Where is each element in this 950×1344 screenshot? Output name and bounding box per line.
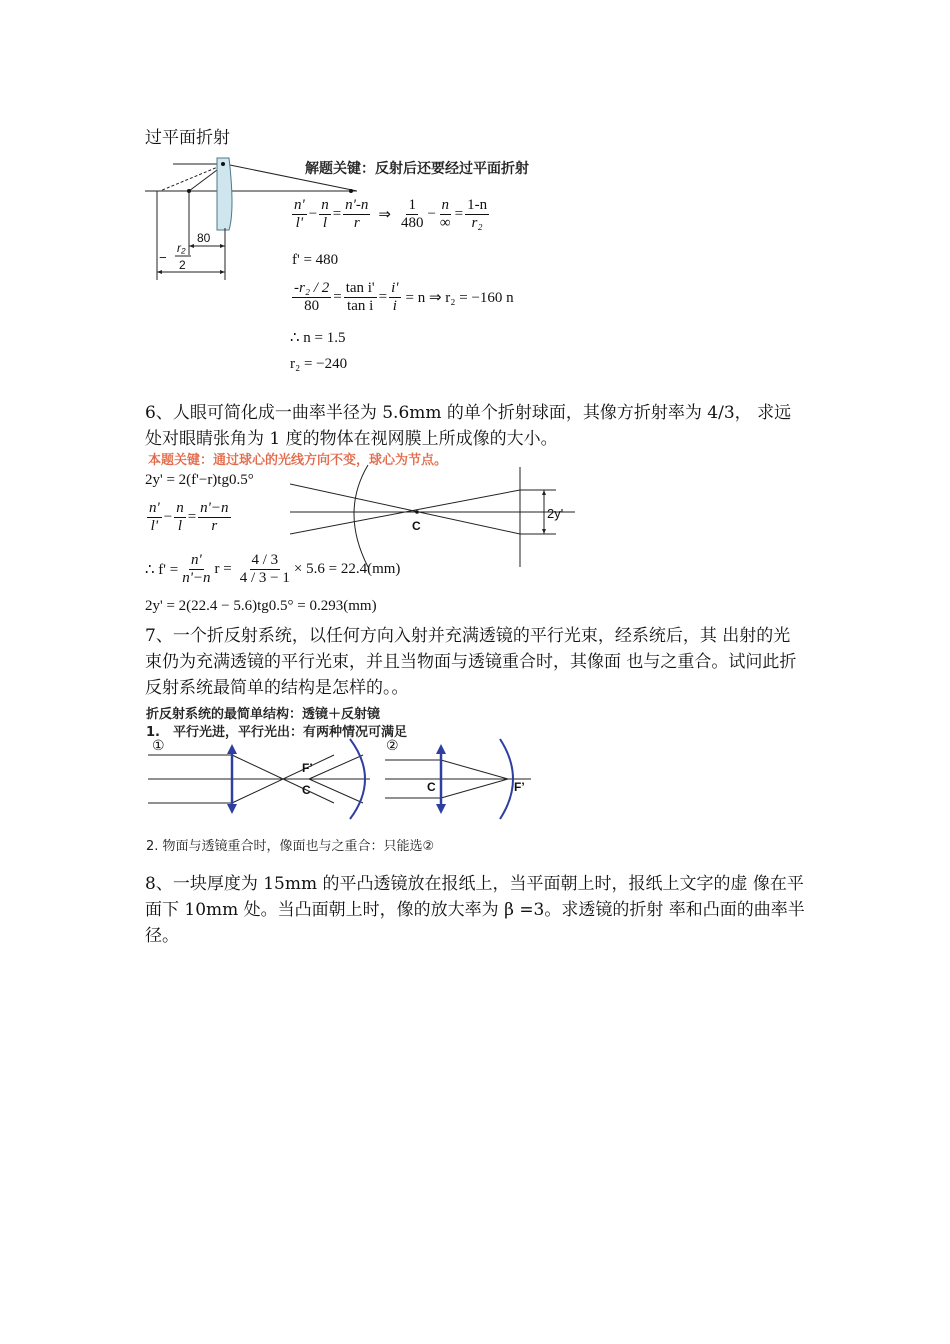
case1-label-c: C — [302, 783, 311, 797]
catadioptric-diagrams — [148, 736, 538, 826]
problem6-eq1: 2y' = 2(f'−r)tg0.5° — [145, 472, 254, 488]
problem7-text: 7、一个折反射系统，以任何方向入射并充满透镜的平行光束，经系统后，其 出射的光束仍为充满透镜的平行光束，并且当物面与透镜重合时，其像面 也与之重合。试问此折反射系统最简单的结构是怎样的。。 — [145, 626, 797, 698]
problem8-text: 8、一块厚度为 15mm 的平凸透镜放在报纸上，当平面朝上时，报纸上文字的虚 像在平面下 10mm 处。当凸面朝上时，像的放大率为 β =3。求透镜的折射 率和凸面的曲率半径。 — [145, 874, 805, 946]
problem5-key: 解题关键：反射后还要经过平面折射 — [305, 161, 529, 177]
problem6-eq2: $\frac{n'}{l'}$ − $\frac{n}{l}$ = $\frac{n'-n}{r}$ — [149, 500, 229, 534]
problem7-key-item1: 1. 平行光进，平行光出：有两种情况可满足 — [146, 725, 407, 740]
svg-text:−: − — [159, 250, 167, 265]
case2-label-f: F’ — [514, 780, 525, 794]
problem7-key-title: 折反射系统的最简单结构：透镜＋反射镜 — [146, 707, 381, 722]
problem7-key-item2: 2. 物面与透镜重合时，像面也与之重合：只能选② — [146, 839, 435, 854]
section-title: 过平面折射 — [145, 128, 230, 148]
eye-nodal-diagram — [290, 462, 580, 570]
problem6-eq4: 2y' = 2(22.4 − 5.6)tg0.5° = 0.293(mm) — [145, 598, 377, 614]
problem6-key: 本题关键：通过球心的光线方向不变，球心为节点。 — [148, 453, 448, 468]
svg-text:r₂: r₂ — [177, 241, 186, 255]
label-c: C — [412, 519, 421, 533]
problem5-eq1: $\frac{n'}{l'}$ − $\frac{n}{l}$ = $\frac{n'-n}{r}$ ⇒ $\frac{1}{480}$ − $\frac{n}{\infty}$ = $\frac{1-n}{\text{r₂}}$ — [294, 197, 488, 231]
case2-label-c: C — [427, 780, 436, 794]
problem6-eq3: ∴ f' = $\frac{n'}{n'-n}$ r = $\frac{4 / 3}{4 / 3 - 1}$ × 5.6 = 22.4(mm) — [145, 552, 401, 586]
case2-label: ② — [386, 737, 399, 753]
problem5-eq3: $\frac{\text{-r₂ / 2}}{80}$ = $\frac{\text{tan i'}}{\text{tan i}}$ = $\frac{i'}{i}$ = n ⇒ r₂ = −160 n — [294, 280, 514, 314]
label-80: 80 — [197, 231, 211, 245]
case1-label-f: F’ — [302, 761, 313, 775]
problem5-eq4: ∴ n = 1.5 — [290, 330, 346, 346]
problem5-eq5: r₂ = −240 — [290, 356, 348, 372]
problem5-eq2: f' = 480 — [292, 252, 339, 268]
label-2y: 2y' — [547, 506, 564, 521]
svg-text:2: 2 — [179, 258, 186, 272]
problem6-text: 6、人眼可简化成一曲率半径为 5.6mm 的单个折射球面，其像方折射率为 4/3， 求远处对眼睛张角为 1 度的物体在视网膜上所成像的大小。 — [145, 403, 792, 449]
case1-label: ① — [152, 737, 165, 753]
